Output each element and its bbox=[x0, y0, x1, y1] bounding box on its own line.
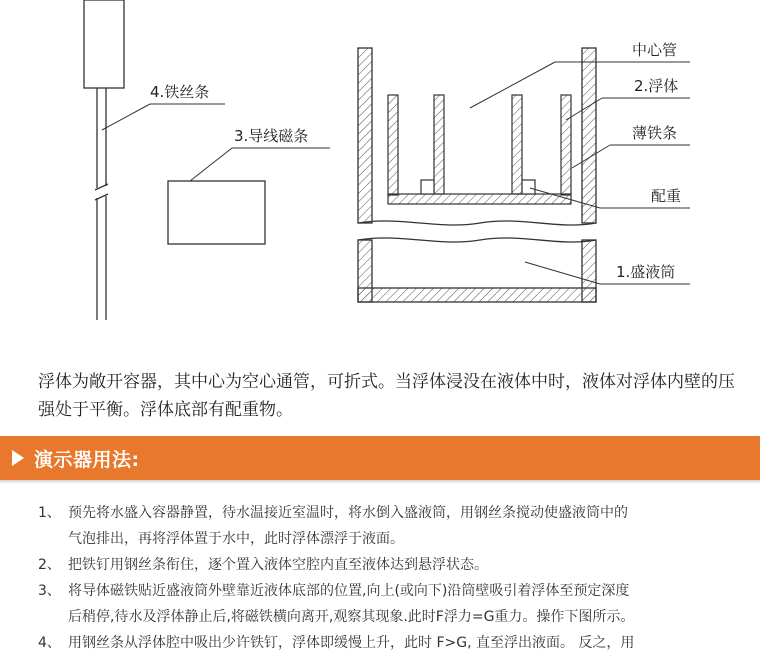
step-number: 1、 bbox=[38, 505, 61, 521]
thin-iron-label: 薄铁条 bbox=[632, 124, 678, 142]
magnet-label: 3.导线磁条 bbox=[234, 127, 309, 145]
iron-wire bbox=[84, 0, 124, 320]
counterweight-label: 配重 bbox=[651, 187, 682, 205]
step-text: 把铁钉用钢丝条衔住，逐个置入液体空腔内直至液体达到悬浮状态。 bbox=[68, 557, 488, 573]
step-text: 用钢丝条从浮体腔中吸出少许铁钉，浮体即缓慢上升，此时 F>G, 直至浮出液面。 反之，用 bbox=[68, 635, 635, 651]
liquid-cylinder bbox=[358, 238, 596, 302]
step-3 bbox=[38, 578, 728, 630]
step-1 bbox=[38, 500, 728, 552]
step-text-continued: 气泡排出，再将浮体置于水中，此时浮体漂浮于液面。 bbox=[68, 531, 404, 547]
step-number: 4、 bbox=[38, 635, 61, 651]
description-text: 浮体为敞开容器，其中心为空心通管，可折式。当浮体浸没在液体中时，液体对浮体内壁的压强处于平衡。浮体底部有配重物。 bbox=[38, 372, 735, 420]
magnet-bar bbox=[168, 181, 265, 244]
step-4 bbox=[38, 630, 728, 656]
triangle-right-icon bbox=[12, 450, 24, 466]
cylinder-label: 1.盛液筒 bbox=[616, 263, 676, 281]
step-text: 将导体磁铁贴近盛液筒外壁靠近液体底部的位置,向上(或向下)沿筒壁吸引着浮体至预定深度 bbox=[68, 583, 630, 599]
center-tube-label: 中心管 bbox=[632, 41, 678, 59]
section-banner bbox=[0, 436, 760, 480]
wire-label: 4.铁丝条 bbox=[150, 83, 210, 101]
banner-shadow bbox=[0, 480, 760, 484]
steps-list bbox=[38, 500, 728, 656]
step-number: 2、 bbox=[38, 557, 61, 573]
step-text-continued: 后稍停,待水及浮体静止后,将磁铁横向离开,观察其现象.此时F浮力=G重力。操作下图所示。 bbox=[68, 609, 635, 625]
float-label: 2.浮体 bbox=[634, 77, 679, 95]
float-body bbox=[388, 95, 571, 204]
wire-leader-line bbox=[102, 104, 150, 130]
step-2 bbox=[38, 552, 728, 578]
section-title: 演示器用法: bbox=[34, 449, 140, 471]
step-number: 3、 bbox=[38, 583, 61, 599]
step-text: 预先将水盛入容器静置，待水温接近室温时，将水倒入盛液筒，用钢丝条搅动使盛液筒中的 bbox=[68, 505, 628, 521]
